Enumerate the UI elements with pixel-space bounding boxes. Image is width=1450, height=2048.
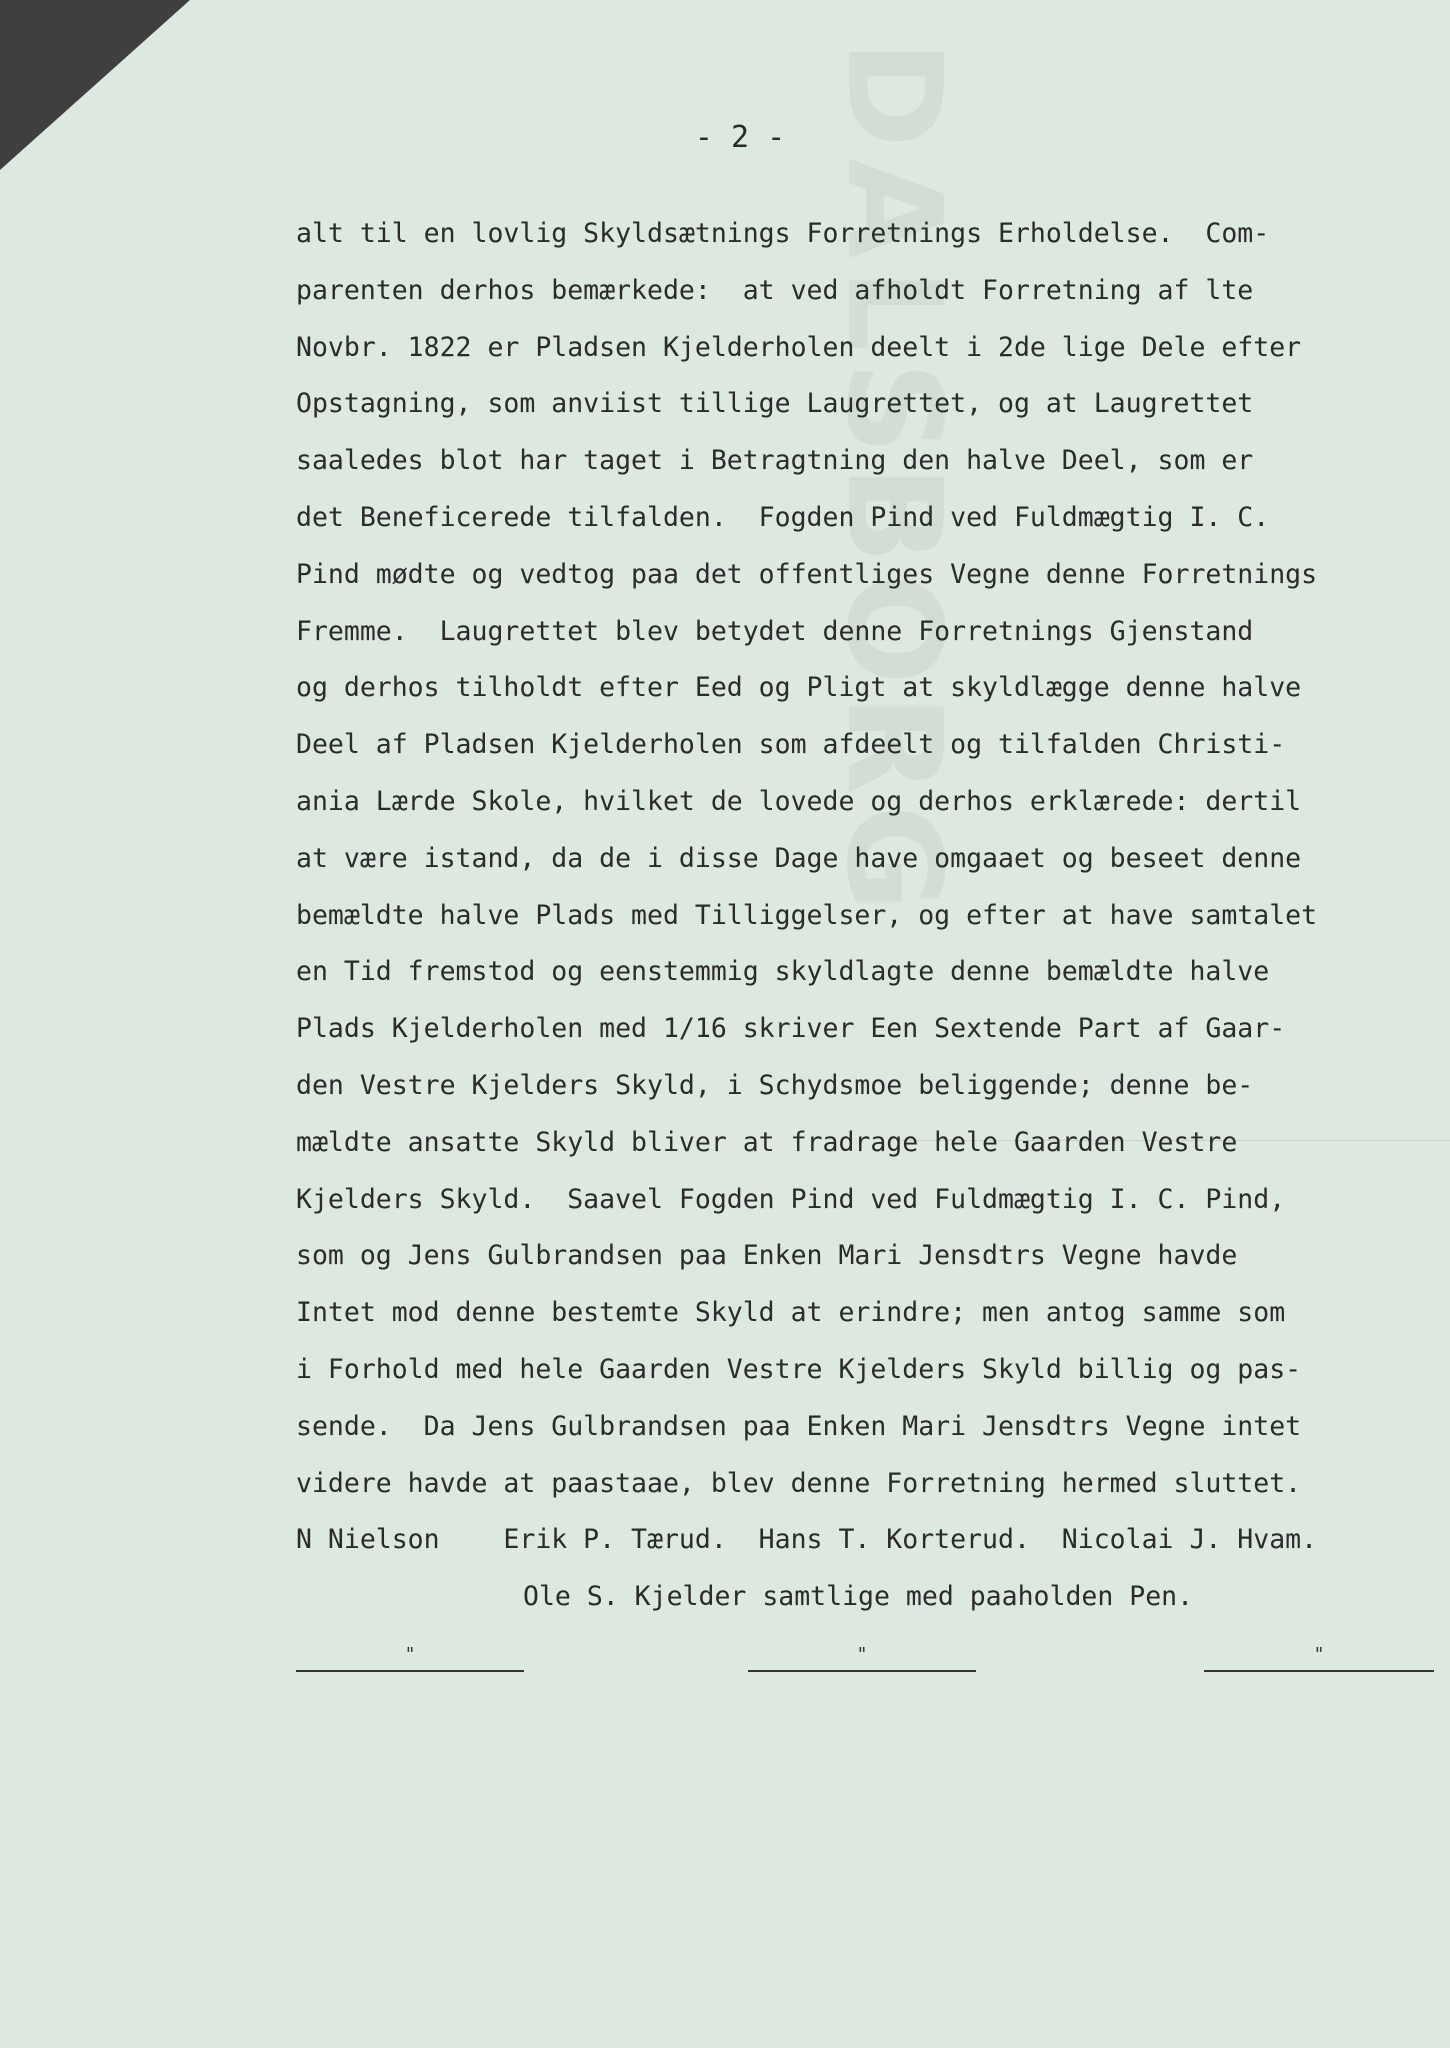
text-line: den Vestre Kjelders Skyld, i Schydsmoe beliggende; denne be- — [296, 1069, 1254, 1101]
text-line: sende. Da Jens Gulbrandsen paa Enken Mari Jensdtrs Vegne intet — [296, 1410, 1302, 1442]
text-line: alt til en lovlig Skyldsætnings Forretnings Erholdelse. Com- — [296, 218, 1270, 249]
text-line: bemældte halve Plads med Tilliggelser, og efter at have samtalet — [296, 899, 1318, 931]
text-line: Novbr. 1822 er Pladsen Kjelderholen deelt i 2de lige Dele efter — [296, 331, 1302, 363]
text-line: Fremme. Laugrettet blev betydet denne Forretnings Gjenstand — [296, 615, 1254, 647]
page-number: - 2 - — [694, 120, 786, 155]
ditto-rule-right — [1204, 1646, 1434, 1672]
ditto-rule-center — [748, 1646, 976, 1672]
text-line: Deel af Pladsen Kjelderholen som afdeelt og tilfalden Christi- — [296, 729, 1286, 761]
text-line: i Forhold med hele Gaarden Vestre Kjelders Skyld billig og pas- — [296, 1353, 1302, 1385]
text-line: og derhos tilholdt efter Eed og Pligt at skyldlægge denne halve — [296, 672, 1302, 704]
text-line: Plads Kjelderholen med 1/16 skriver Een Sextende Part af Gaar- — [296, 1013, 1286, 1045]
text-line: Kjelders Skyld. Saavel Fogden Pind ved Fuldmægtig I. C. Pind, — [296, 1183, 1286, 1215]
folded-corner — [0, 0, 190, 170]
text-line: Intet mod denne bestemte Skyld at erindre; men antog samme som — [296, 1297, 1286, 1329]
text-line: Opstagning, som anviist tillige Laugrettet, og at Laugrettet — [296, 388, 1254, 420]
ditto-mark: " — [856, 1644, 868, 1665]
ditto-rule-left — [296, 1646, 524, 1672]
text-line: mældte ansatte Skyld bliver at fradrage hele Gaarden Vestre — [296, 1126, 1238, 1158]
text-line: ania Lærde Skole, hvilket de lovede og derhos erklærede: dertil — [296, 785, 1302, 817]
text-line: saaledes blot har taget i Betragtning den halve Deel, som er — [296, 445, 1254, 477]
watermark: DALSBORG — [818, 40, 970, 922]
text-line: det Beneficerede tilfalden. Fogden Pind ved Fuldmægtig I. C. — [296, 501, 1270, 533]
signatories-line: N Nielson Erik P. Tærud. Hans T. Korterud. Nicolai J. Hvam. — [296, 1524, 1318, 1556]
text-line: videre havde at paastaae, blev denne Forretning hermed sluttet. — [296, 1467, 1302, 1499]
text-line: som og Jens Gulbrandsen paa Enken Mari Jensdtrs Vegne havde — [296, 1240, 1238, 1272]
text-line: en Tid fremstod og eenstemmig skyldlagte denne bemældte halve — [296, 956, 1270, 988]
ditto-mark: " — [404, 1644, 416, 1665]
text-line: parenten derhos bemærkede: at ved afholdt Forretning af lte — [296, 274, 1254, 306]
ditto-mark: " — [1313, 1644, 1325, 1665]
text-line: at være istand, da de i disse Dage have omgaaet og beseet denne — [296, 842, 1302, 874]
document-body — [296, 206, 1436, 1626]
text-line: Pind mødte og vedtog paa det offentliges Vegne denne Forretnings — [296, 558, 1318, 590]
closing-line: Ole S. Kjelder samtlige med paaholden Pen. — [523, 1581, 1194, 1613]
